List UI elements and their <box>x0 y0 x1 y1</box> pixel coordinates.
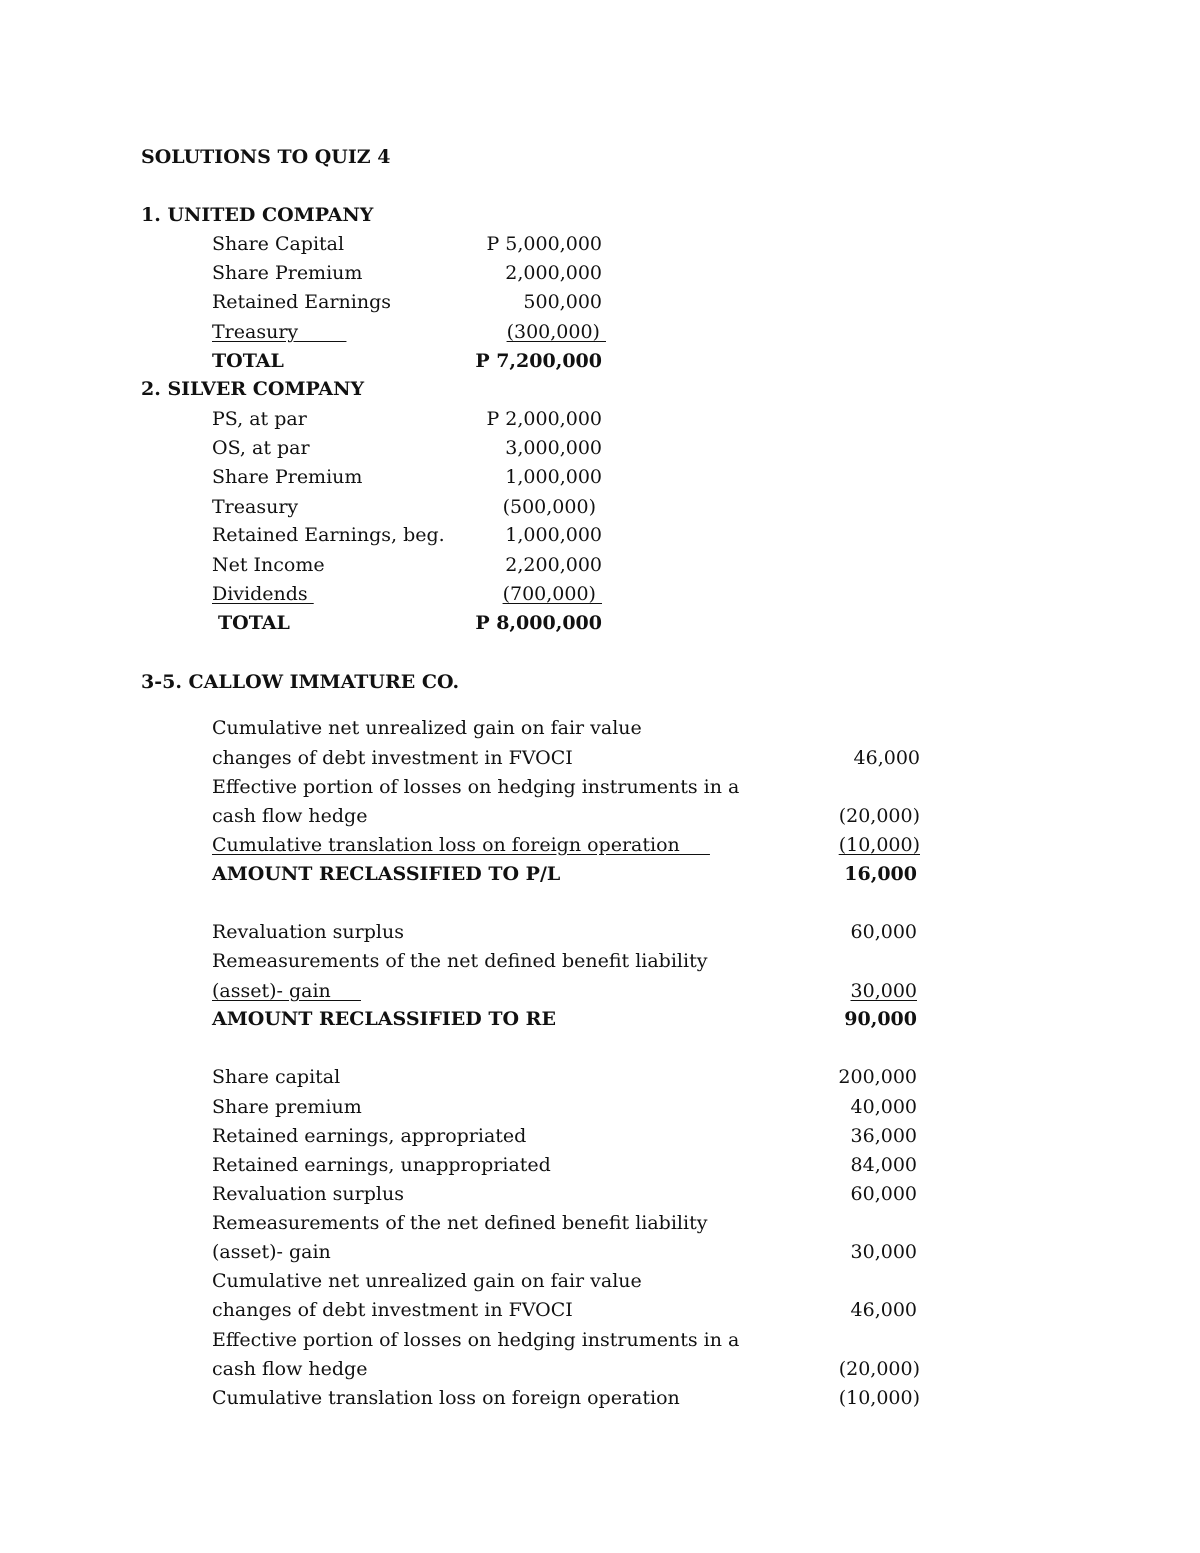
eq-label-fvoci-2: changes of debt investment in FVOCI <box>212 1299 573 1321</box>
eq-label-re-appropriated: Retained earnings, appropriated <box>212 1125 527 1147</box>
re-label-revaluation: Revaluation surplus <box>212 921 404 943</box>
silver-label-dividends: Dividends <box>212 583 314 605</box>
silver-value-retained-earnings: 1,000,000 <box>505 524 602 546</box>
silver-value-net-income: 2,200,000 <box>505 554 602 576</box>
eq-value-hedge: (20,000) <box>838 1358 920 1380</box>
silver-label-share-premium: Share Premium <box>212 466 363 488</box>
eq-label-fvoci-1: Cumulative net unrealized gain on fair value <box>212 1270 642 1292</box>
pl-label-translation: Cumulative translation loss on foreign operation <box>212 834 710 856</box>
eq-value-remeasure: 30,000 <box>850 1241 917 1263</box>
eq-value-revaluation: 60,000 <box>850 1183 917 1205</box>
eq-label-share-capital: Share capital <box>212 1066 341 1088</box>
eq-value-re-appropriated: 36,000 <box>850 1125 917 1147</box>
pl-label-fvoci-1: Cumulative net unrealized gain on fair value <box>212 717 642 739</box>
united-total-label: TOTAL <box>212 350 284 372</box>
pl-label-hedge-1: Effective portion of losses on hedging instruments in a <box>212 776 740 798</box>
united-label-share-capital: Share Capital <box>212 233 345 255</box>
eq-label-hedge-2: cash flow hedge <box>212 1358 368 1380</box>
silver-total-value: P 8,000,000 <box>475 612 602 634</box>
re-value-remeasure: 30,000 <box>850 980 917 1002</box>
united-total-value: P 7,200,000 <box>475 350 602 372</box>
silver-value-os: 3,000,000 <box>505 437 602 459</box>
pl-value-hedge: (20,000) <box>838 805 920 827</box>
re-total-label: AMOUNT RECLASSIFIED TO RE <box>212 1008 556 1030</box>
eq-label-remeasure-1: Remeasurements of the net defined benefit liability <box>212 1212 708 1234</box>
re-value-revaluation: 60,000 <box>850 921 917 943</box>
pl-label-hedge-2: cash flow hedge <box>212 805 368 827</box>
silver-heading: 2. SILVER COMPANY <box>141 378 365 400</box>
re-label-remeasure-2: (asset)- gain <box>212 980 361 1002</box>
united-value-share-premium: 2,000,000 <box>505 262 602 284</box>
eq-label-remeasure-2: (asset)- gain <box>212 1241 331 1263</box>
pl-value-fvoci: 46,000 <box>853 747 920 769</box>
united-label-treasury: Treasury <box>212 321 347 343</box>
silver-value-dividends: (700,000) <box>502 583 602 605</box>
eq-label-share-premium: Share premium <box>212 1096 362 1118</box>
silver-label-net-income: Net Income <box>212 554 325 576</box>
united-value-share-capital: P 5,000,000 <box>486 233 602 255</box>
eq-value-share-capital: 200,000 <box>838 1066 917 1088</box>
eq-value-share-premium: 40,000 <box>850 1096 917 1118</box>
united-value-treasury: (300,000) <box>506 321 606 343</box>
united-label-retained-earnings: Retained Earnings <box>212 291 392 313</box>
pl-total-value: 16,000 <box>844 863 917 885</box>
eq-value-translation: (10,000) <box>838 1387 920 1409</box>
eq-label-re-unappropriated: Retained earnings, unappropriated <box>212 1154 551 1176</box>
eq-value-fvoci: 46,000 <box>850 1299 917 1321</box>
silver-value-treasury: (500,000) <box>502 496 596 518</box>
eq-value-re-unappropriated: 84,000 <box>850 1154 917 1176</box>
eq-label-hedge-1: Effective portion of losses on hedging instruments in a <box>212 1329 740 1351</box>
united-value-retained-earnings: 500,000 <box>523 291 602 313</box>
silver-total-label: TOTAL <box>218 612 290 634</box>
re-label-remeasure-1: Remeasurements of the net defined benefit liability <box>212 950 708 972</box>
united-heading: 1. UNITED COMPANY <box>141 204 374 226</box>
silver-label-ps: PS, at par <box>212 408 307 430</box>
eq-label-revaluation: Revaluation surplus <box>212 1183 404 1205</box>
silver-value-share-premium: 1,000,000 <box>505 466 602 488</box>
pl-label-fvoci-2: changes of debt investment in FVOCI <box>212 747 573 769</box>
callow-heading: 3-5. CALLOW IMMATURE CO. <box>141 671 460 693</box>
pl-total-label: AMOUNT RECLASSIFIED TO P/L <box>212 863 561 885</box>
silver-label-retained-earnings: Retained Earnings, beg. <box>212 524 445 546</box>
pl-value-translation: (10,000) <box>838 834 920 856</box>
page-title: SOLUTIONS TO QUIZ 4 <box>141 146 391 168</box>
eq-label-translation: Cumulative translation loss on foreign operation <box>212 1387 680 1409</box>
united-label-share-premium: Share Premium <box>212 262 363 284</box>
silver-value-ps: P 2,000,000 <box>486 408 602 430</box>
re-total-value: 90,000 <box>844 1008 917 1030</box>
silver-label-treasury: Treasury <box>212 496 299 518</box>
silver-label-os: OS, at par <box>212 437 310 459</box>
